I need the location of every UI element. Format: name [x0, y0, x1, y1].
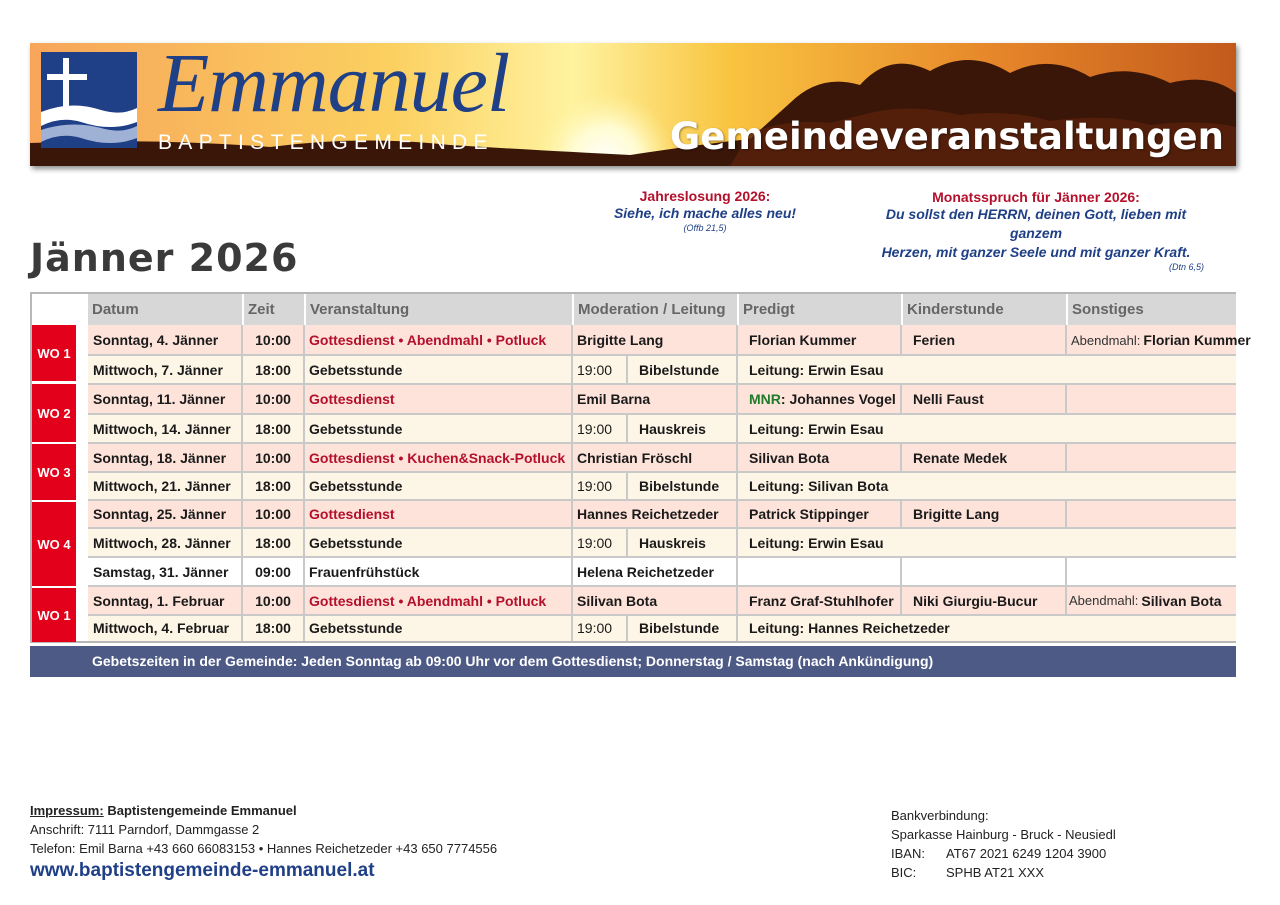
row-divider [88, 413, 1236, 415]
row-divider [88, 499, 1236, 501]
time-cell: 09:00 [255, 563, 291, 580]
row-divider [88, 556, 1236, 558]
column-divider [303, 325, 305, 641]
header-sonstiges: Sonstiges [1066, 294, 1236, 325]
header-datum: Datum [88, 294, 242, 325]
leitung-cell: Leitung: Erwin Esau [749, 361, 884, 378]
date-cell: Mittwoch, 4. Februar [93, 620, 230, 636]
time-cell: 10:00 [255, 506, 291, 522]
column-divider [900, 384, 902, 414]
event-cell: Gebetsstunde [309, 420, 403, 437]
bic-value: SPHB AT21 XXX [946, 865, 1045, 880]
week-badge: WO 1 [32, 588, 76, 642]
header-kinderstunde: Kinderstunde [901, 294, 1066, 325]
schedule-table [30, 292, 1251, 643]
week-badge: WO 2 [32, 384, 76, 442]
column-divider [736, 325, 738, 641]
week-badge: WO 3 [32, 444, 76, 500]
column-divider [1065, 557, 1067, 615]
date-cell: Mittwoch, 14. Jänner [93, 420, 231, 437]
event-cell: Gebetsstunde [309, 361, 403, 378]
column-divider [1065, 384, 1067, 414]
sermon-prefix: MNR [749, 391, 781, 407]
column-divider [900, 557, 902, 615]
event-cell: Gottesdienst [309, 506, 395, 522]
bic-label: BIC: [891, 865, 917, 880]
time-cell: 10:00 [255, 592, 291, 609]
iban-value: AT67 2021 6249 1204 3900 [946, 846, 1107, 861]
impressum-name: Baptistengemeinde Emmanuel [107, 803, 297, 818]
column-divider [1065, 325, 1067, 355]
impressum-label: Impressum: [30, 803, 104, 818]
header-predigt: Predigt [737, 294, 901, 325]
year-verse-text: Siehe, ich mache alles neu! [613, 205, 797, 221]
sermon-cell: Silivan Bota [749, 449, 830, 466]
year-verse [600, 188, 810, 233]
impressum-address: Anschrift: 7111 Parndorf, Dammgasse 2 [30, 822, 260, 837]
year-verse-ref: (Offb 21,5) [683, 223, 727, 233]
banner-title: Gemeindeveranstaltungen [669, 115, 1224, 158]
time-cell: 18:00 [255, 361, 291, 378]
event-cell: Frauenfrühstück [309, 563, 420, 580]
kids-cell: Ferien [913, 332, 956, 348]
kids-cell: Niki Giurgiu-Bucur [913, 592, 1038, 609]
impressum-phone: Telefon: Emil Barna +43 660 66083153 • Hannes Reichetzeder +43 650 7774556 [30, 841, 498, 856]
time-cell: 10:00 [255, 449, 291, 466]
bank-details [891, 806, 1116, 882]
sub-time-cell: 19:00 [577, 534, 613, 551]
sub-event-cell: Hauskreis [639, 534, 706, 551]
table-row [88, 472, 1236, 500]
impressum [30, 801, 497, 884]
sub-event-cell: Bibelstunde [639, 361, 720, 378]
brand-subtitle: BAPTISTENGEMEINDE [158, 131, 494, 154]
moderation-cell: Emil Barna [577, 391, 651, 407]
column-divider [626, 355, 628, 384]
moderation-cell: Brigitte Lang [577, 332, 664, 348]
row-divider [88, 614, 1236, 616]
time-cell: 18:00 [255, 620, 291, 636]
row-divider [88, 471, 1236, 473]
misc-cell [1066, 586, 1236, 615]
table-row [88, 414, 1236, 443]
kids-cell: Nelli Faust [913, 391, 984, 407]
event-cell: Gebetsstunde [309, 620, 403, 636]
month-verse-title: Monatsspruch für Jänner 2026: [932, 189, 1140, 205]
column-divider [1065, 500, 1067, 528]
date-cell: Sonntag, 4. Jänner [93, 332, 219, 348]
sub-time-cell: 19:00 [577, 620, 613, 636]
misc-value: Florian Kummer [1143, 332, 1251, 348]
column-divider [1065, 443, 1067, 472]
event-cell: Gebetsstunde [309, 534, 403, 551]
sermon-cell [737, 384, 901, 414]
logo-icon [41, 52, 137, 148]
column-divider [900, 500, 902, 528]
week-badge: WO 1 [32, 325, 76, 381]
iban-label: IBAN: [891, 846, 925, 861]
table-row [88, 557, 1236, 586]
misc-cell [1066, 325, 1251, 355]
date-cell: Mittwoch, 28. Jänner [93, 534, 231, 551]
table-row [88, 586, 1236, 615]
misc-label: Abendmahl: [1071, 332, 1141, 348]
event-cell: Gottesdienst • Kuchen&Snack-Potluck [309, 449, 566, 466]
moderation-cell: Helena Reichetzeder [577, 563, 714, 580]
date-cell: Sonntag, 18. Jänner [93, 449, 227, 466]
table-row [88, 355, 1236, 384]
date-cell: Sonntag, 11. Jänner [93, 391, 226, 407]
date-cell: Sonntag, 1. Februar [93, 592, 225, 609]
misc-value: Silivan Bota [1141, 592, 1222, 609]
brand-name: Emmanuel [158, 43, 510, 130]
leitung-cell: Leitung: Erwin Esau [749, 420, 884, 437]
page-title: Jänner 2026 [30, 236, 299, 280]
month-verse [868, 189, 1204, 272]
sub-event-cell: Hauskreis [639, 420, 706, 437]
date-cell: Mittwoch, 7. Jänner [93, 361, 223, 378]
misc-label: Abendmahl: [1069, 593, 1139, 608]
date-cell: Sonntag, 25. Jänner [93, 506, 227, 522]
row-divider [88, 585, 1236, 587]
column-divider [626, 414, 628, 443]
event-cell: Gottesdienst • Abendmahl • Potluck [309, 592, 547, 609]
sub-time-cell: 19:00 [577, 361, 613, 378]
row-divider [88, 527, 1236, 529]
row-divider [88, 383, 1236, 385]
column-divider [241, 325, 243, 641]
time-cell: 10:00 [255, 332, 291, 348]
table-row [88, 384, 1236, 414]
bank-label: Bankverbindung: [891, 808, 989, 823]
sermon-cell: Franz Graf-Stuhlhofer [749, 592, 894, 609]
date-cell: Samstag, 31. Jänner [93, 563, 229, 580]
time-cell: 10:00 [255, 391, 291, 407]
moderation-cell: Christian Fröschl [577, 449, 693, 466]
table-row [88, 443, 1236, 472]
moderation-cell: Hannes Reichetzeder [577, 506, 719, 522]
sermon-name: : Johannes Vogel [780, 391, 896, 407]
table-row [88, 528, 1236, 557]
row-divider [88, 354, 1236, 356]
header-moderation: Moderation / Leitung [572, 294, 737, 325]
leitung-cell: Leitung: Erwin Esau [749, 534, 884, 551]
sermon-cell: Florian Kummer [749, 332, 857, 348]
event-cell: Gebetsstunde [309, 478, 403, 494]
column-divider [571, 325, 573, 641]
time-cell: 18:00 [255, 534, 291, 551]
sub-time-cell: 19:00 [577, 420, 613, 437]
prayer-times-band: Gebetszeiten in der Gemeinde: Jeden Sonntag ab 09:00 Uhr vor dem Gottesdienst; Donnerstag / Samstag (nach Ankündigung) [30, 646, 1236, 677]
bank-name: Sparkasse Hainburg - Bruck - Neusiedl [891, 827, 1116, 842]
column-divider [626, 472, 628, 500]
month-verse-ref: (Dtn 6,5) [1168, 262, 1204, 272]
table-row [88, 615, 1236, 641]
column-divider [626, 615, 628, 641]
column-divider [900, 443, 902, 472]
week-badge: WO 4 [32, 502, 76, 586]
table-row [88, 325, 1251, 355]
sub-time-cell: 19:00 [577, 478, 613, 494]
year-verse-title: Jahreslosung 2026: [639, 188, 771, 204]
leitung-cell: Leitung: Hannes Reichetzeder [749, 620, 950, 636]
header-veranstaltung: Veranstaltung [304, 294, 572, 325]
website-link[interactable]: www.baptistengemeinde-emmanuel.at [30, 860, 375, 881]
month-verse-line2: Herzen, mit ganzer Seele und mit ganzer Kraft. [881, 244, 1191, 260]
sermon-cell: Patrick Stippinger [749, 506, 869, 522]
sub-event-cell: Bibelstunde [639, 620, 720, 636]
leitung-cell: Leitung: Silivan Bota [749, 478, 889, 494]
month-verse-line1: Du sollst den HERRN, deinen Gott, lieben mit ganzem [885, 206, 1187, 241]
header-zeit: Zeit [242, 294, 304, 325]
header-banner [30, 43, 1236, 166]
moderation-cell: Silivan Bota [577, 592, 658, 609]
column-divider [626, 528, 628, 557]
event-cell: Gottesdienst • Abendmahl • Potluck [309, 332, 547, 348]
table-row [88, 500, 1236, 528]
time-cell: 18:00 [255, 478, 291, 494]
kids-cell: Renate Medek [913, 449, 1008, 466]
kids-cell: Brigitte Lang [913, 506, 1000, 522]
time-cell: 18:00 [255, 420, 291, 437]
column-divider [900, 325, 902, 355]
sub-event-cell: Bibelstunde [639, 478, 720, 494]
date-cell: Mittwoch, 21. Jänner [93, 478, 231, 494]
row-divider [88, 442, 1236, 444]
event-cell: Gottesdienst [309, 391, 395, 407]
